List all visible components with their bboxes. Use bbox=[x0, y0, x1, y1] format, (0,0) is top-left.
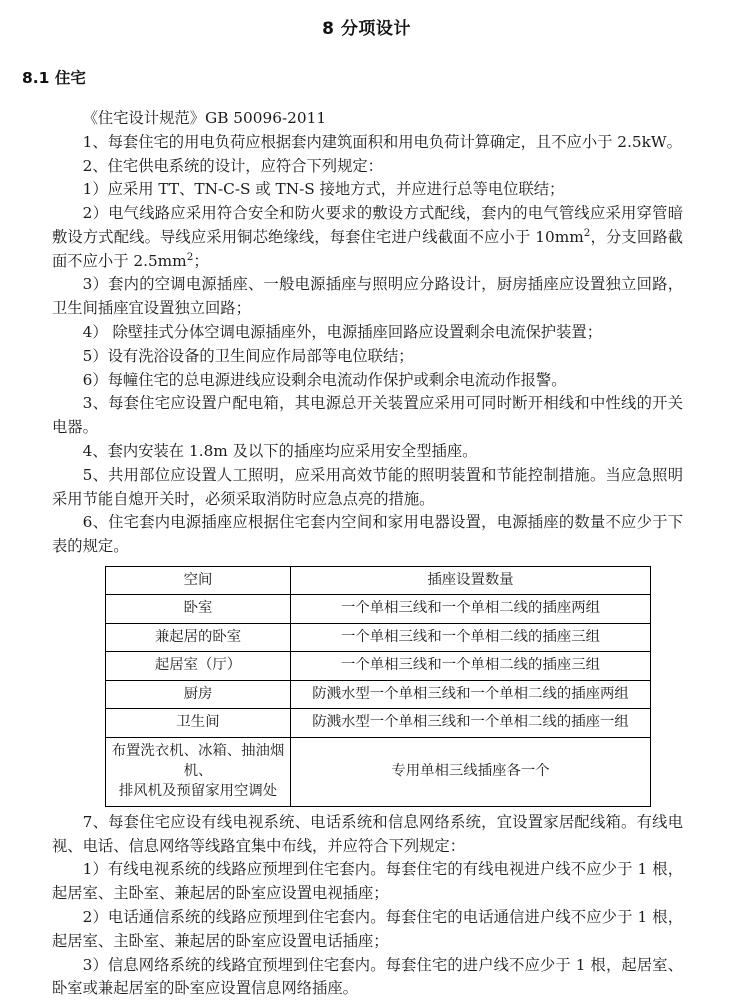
clause-4: 4、套内安装在 1.8m 及以下的插座均应采用安全型插座。 bbox=[82, 441, 478, 460]
clause-2-4: 4） 除壁挂式分体空调电源插座外，电源插座回路应设置剩余电流保护装置； bbox=[82, 323, 602, 342]
table-cell-quantity: 一个单相三线和一个单相二线的插座三组 bbox=[291, 623, 651, 651]
table-row bbox=[106, 623, 651, 651]
table-cell-quantity: 一个单相三线和一个单相二线的插座两组 bbox=[291, 595, 651, 623]
table-row bbox=[106, 652, 651, 680]
table-cell-space-line1: 布置洗衣机、冰箱、抽油烟机、 bbox=[111, 742, 285, 780]
table-cell-space: 厨房 bbox=[106, 680, 291, 708]
table-cell-space: 兼起居的卧室 bbox=[106, 623, 291, 651]
body-content-upper bbox=[0, 107, 733, 559]
table-cell-space: 起居室（厅） bbox=[106, 652, 291, 680]
clause-2: 2、住宅供电系统的设计，应符合下列规定： bbox=[82, 156, 383, 175]
table-cell-quantity: 防溅水型一个单相三线和一个单相二线的插座两组 bbox=[291, 680, 651, 708]
table-cell-quantity: 防溅水型一个单相三线和一个单相二线的插座一组 bbox=[291, 709, 651, 737]
clause-7-1: 1）有线电视系统的线路应预埋到住宅套内。每套住宅的有线电视进户线不应少于 1 根，起居室、主卧室、兼起居的卧室应设置电视插座； bbox=[52, 860, 683, 903]
clause-2-2-text-a: 2）电气线路应采用符合安全和防火要求的敷设方式配线，套内的电气管线应采用穿管暗敷设方式配线。导线应采用铜芯绝缘线，每套住宅进户线截面不应小于 10mm bbox=[52, 204, 683, 246]
clause-2-1: 1）应采用 TT、TN-C-S 或 TN-S 接地方式，并应进行总等电位联结； bbox=[82, 180, 565, 199]
table-cell-space: 卫生间 bbox=[106, 709, 291, 737]
clause-2-2 bbox=[52, 202, 683, 273]
clause-2-5: 5）设有洗浴设备的卫生间应作局部等电位联结； bbox=[82, 346, 414, 365]
clause-7-3: 3）信息网络系统的线路宜预埋到住宅套内。每套住宅的进户线不应少于 1 根，起居室、卧室或兼起居室的卧室应设置信息网络插座。 bbox=[52, 955, 683, 998]
superscript-square-1: 2 bbox=[583, 226, 591, 239]
socket-table-container bbox=[0, 566, 733, 807]
document-page bbox=[0, 10, 733, 998]
table-cell-space bbox=[106, 737, 291, 806]
table-row bbox=[106, 737, 651, 806]
table-row bbox=[106, 595, 651, 623]
clause-7: 7、每套住宅应设有线电视系统、电话系统和信息网络系统，宜设置家居配线箱。有线电视、电话、信息网络等线路宜集中布线，并应符合下列规定： bbox=[52, 812, 683, 855]
body-content-lower bbox=[0, 811, 733, 1001]
socket-quantity-table bbox=[105, 566, 651, 807]
superscript-square-2: 2 bbox=[186, 250, 194, 263]
clause-5: 5、共用部位应设置人工照明，应采用高效节能的照明装置和节能控制措施。当应急照明采用节能自熄开关时，必须采取消防时应急点亮的措施。 bbox=[52, 465, 683, 508]
clause-2-2-text-b: ，分支回路截面不应小于 2.5mm bbox=[52, 227, 683, 270]
table-header-quantity: 插座设置数量 bbox=[291, 566, 651, 594]
table-cell-quantity: 专用单相三线插座各一个 bbox=[291, 737, 651, 806]
table-row bbox=[106, 680, 651, 708]
table-cell-space-line2: 排风机及预留家用空调处 bbox=[118, 783, 278, 800]
section-heading-8-1: 8.1 住宅 bbox=[22, 69, 86, 87]
clause-1: 1、每套住宅的用电负荷应根据套内建筑面积和用电负荷计算确定，且不应小于 2.5kW。 bbox=[82, 132, 682, 151]
table-cell-space: 卧室 bbox=[106, 595, 291, 623]
clause-2-6: 6）每幢住宅的总电源进线应设剩余电流动作保护或剩余电流动作报警。 bbox=[82, 370, 567, 389]
page-title: 8 分项设计 bbox=[322, 19, 411, 39]
table-cell-quantity: 一个单相三线和一个单相二线的插座三组 bbox=[291, 652, 651, 680]
table-header-space: 空间 bbox=[106, 566, 291, 594]
clause-2-2-text-c: ； bbox=[193, 251, 209, 270]
table-header-row bbox=[106, 566, 651, 594]
table-row bbox=[106, 709, 651, 737]
clause-7-2: 2）电话通信系统的线路应预埋到住宅套内。每套住宅的电话通信进户线不应少于 1 根，起居室、主卧室、兼起居的卧室应设置电话插座； bbox=[52, 908, 683, 950]
clause-6: 6、住宅套内电源插座应根据住宅套内空间和家用电器设置，电源插座的数量不应少于下表的规定。 bbox=[52, 513, 683, 556]
clause-2-3: 3）套内的空调电源插座、一般电源插座与照明应分路设计，厨房插座应设置独立回路，卫生间插座宜设置独立回路； bbox=[52, 275, 683, 318]
standard-reference: 《住宅设计规范》GB 50096-2011 bbox=[82, 109, 327, 127]
clause-3: 3、每套住宅应设置户配电箱，其电源总开关装置应采用可同时断开相线和中性线的开关电器。 bbox=[52, 394, 683, 437]
